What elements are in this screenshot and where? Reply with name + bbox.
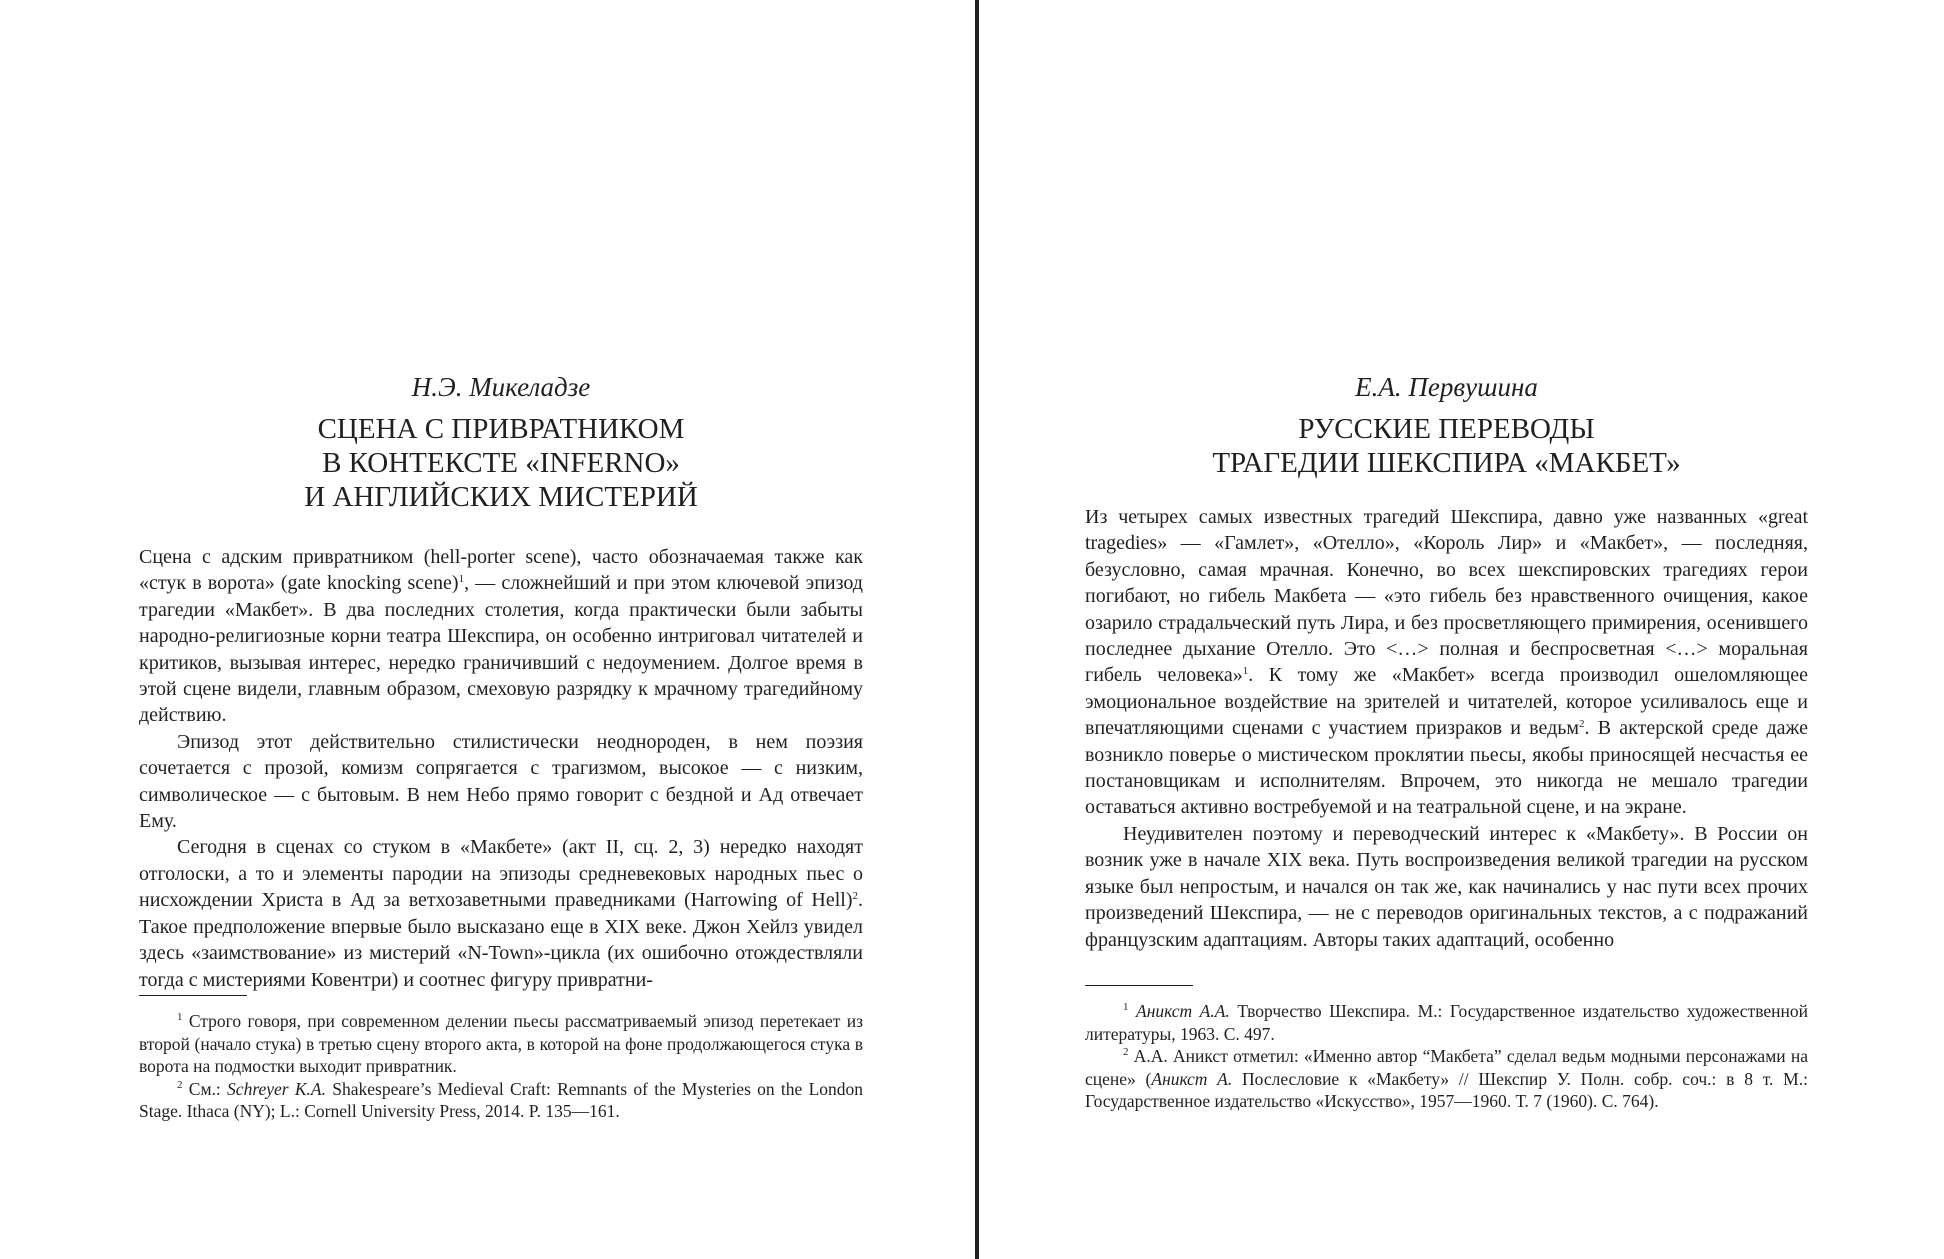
footnote-number: 2 [1123,1046,1129,1058]
body-paragraph: Из четырех самых известных трагедий Шекспира, давно уже названных «great tragedies» — «Гамлет», «Отелло», «Король Лир» и «Макбет», — последняя, безусловно, самая мрачная. Конечно, во всех шекспировских трагедиях герои погибают, но гибель Макбета — «это гибель без нравственного очищения, какое озарило страдальческий путь Лира, и без просветляющего примирения, осенившего последнее дыхание Отелло. Это <…> полная и беспросветная <…> моральная гибель человека»$^1$. К тому же «Макбет» всегда производил ошеломляющее эмоциональное воздействие на зрителей и читателей, которое усиливалось еще и впечатляющими сценами с участием призраков и ведьм$^2$. В актерской среде даже возникло поверье о мистическом проклятии пьесы, якобы приносящей несчастья ее постановщикам и исполнителям. Впрочем, это никогда не мешало трагедии оставаться активно востребуемой и на театральной сцене, и на экране. [1085,506,1808,819]
footnote-rule [1085,985,1193,986]
footnote-ref[interactable]: 1 [1242,665,1249,678]
footnote-ref[interactable]: 2 [1579,718,1585,731]
article-title [1085,412,1808,480]
title-line: РУССКИЕ ПЕРЕВОДЫ [1298,413,1595,445]
footnote-ref[interactable]: 1 [458,573,465,586]
right-page [982,0,1944,1259]
title-line: И АНГЛИЙСКИХ МИСТЕРИЙ [304,481,698,513]
footnote: $^1$ Строго говоря, при современном делении пьесы рассматриваемый эпизод перетекает из второй (начало стука) в третью сцену второго акта, в которой на фоне продолжающегося стука в ворота на подмостки выходит привратник. [139,1011,863,1076]
body-paragraph: Эпизод этот действительно стилистически неоднороден, в нем поэзия сочетается с прозой, комизм сопрягается с трагизмом, высокое — с низким, символическое — с бытовым. В нем Небо прямо говорит с бездной и Ад отвечает Ему. [139,730,863,833]
body-paragraph: Сегодня в сценах со стуком в «Макбете» (акт II, сц. 2, 3) нередко находят отголоски, а то и элементы пародии на эпизоды средневековых народных пьес о нисхождении Христа в Ад за ветхозаветными праведниками (Harrowing of Hell)$^2$. Такое предположение впервые было высказано еще в XIX веке. Джон Хейлз увидел здесь «заимствование» из мистерий «N-Town»-цикла (их ошибочно отождествляли тогда с мистериями Ковентри) и соотнес фигуру привратни- [139,836,863,991]
footnote: $^2$ А.А. Аникст отметил: «Именно автор “Макбета” сделал ведьм модными персонажами на сцене» (Аникст А. Послесловие к «Макбету» // Шекспир У. Полн. собр. соч.: в 8 т. М.: Государственное издательство «Искусство», 1957—1960. Т. 7 (1960). С. 764). [1085,1046,1808,1111]
footnote-rule [139,995,247,996]
body-paragraph: Неудивителен поэтому и переводческий интерес к «Макбету». В России он возник уже в начале XIX века. Путь воспроизведения великой трагедии на русском языке был непростым, и начался он так же, как начинались у нас пути всех прочих произведений Шекспира, — не с переводов оригинальных текстов, а с подражаний французским адаптациям. Авторы таких адаптаций, особенно [1085,822,1808,951]
footnote: $^2$ См.: Schreyer K.A. Shakespeare’s Medieval Craft: Remnants of the Mysteries on the London Stage. Ithaca (NY); L.: Cornell University Press, 2014. P. 135—161. [139,1078,864,1121]
footnote-number: 1 [177,1011,183,1023]
title-line: ТРАГЕДИИ ШЕКСПИРА «МАКБЕТ» [1212,447,1681,479]
title-line: СЦЕНА С ПРИВРАТНИКОМ [317,413,685,445]
footnote: $^1$ Аникст А.А. Творчество Шекспира. М.: Государственное издательство художественной литературы, 1963. С. 497. [1085,1001,1808,1044]
footnotes [1085,985,1808,1113]
left-page-content [139,370,863,993]
body-paragraph: Сцена с адским привратником (hell-porter scene), часто обозначаемая также как «стук в ворота» (gate knocking scene)$^1$, — сложнейший и при этом ключевой эпизод трагедии «Макбет». В два последних столетия, когда практически были забыты народно-религиозные корни театра Шекспира, он особенно интриговал читателей и критиков, вызывая интерес, нередко граничивший с недоумением. Долгое время в этой сцене видели, главным образом, смеховую разрядку к мрачному трагедийному действию. [139,546,863,727]
title-line: В КОНТЕКСТЕ «INFERNO» [322,447,680,479]
article-body [1085,504,1808,953]
footnotes [139,995,863,1123]
footnote-number: 1 [1123,1001,1129,1013]
footnote-number: 2 [177,1078,183,1091]
article-author: Н.Э. Микеладзе [411,372,591,402]
article-author: Е.А. Первушина [1355,372,1538,402]
article-body [139,544,863,993]
page-divider [975,0,979,1259]
footnote-ref[interactable]: 2 [852,890,858,903]
right-page-content [1085,370,1808,953]
article-title [139,412,863,514]
